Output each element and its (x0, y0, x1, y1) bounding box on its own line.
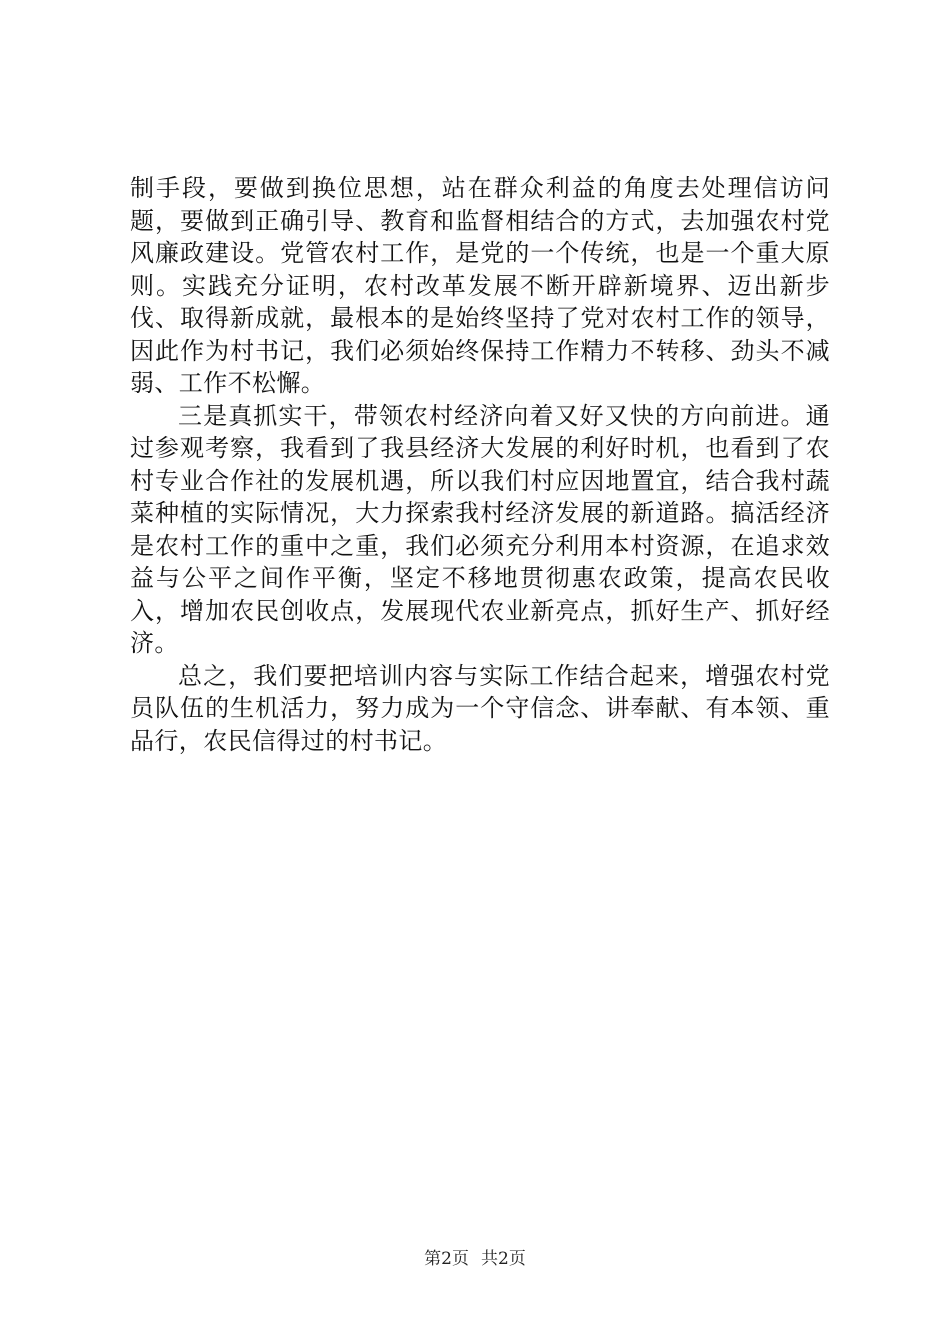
page-total: 共2页 (481, 1249, 526, 1269)
paragraph-1: 制手段，要做到换位思想，站在群众利益的角度去处理信访问题，要做到正确引导、教育和监督相结合的方式，去加强农村党风廉政建设。党管农村工作，是党的一个传统，也是一个重大原则。实践充分证明，农村改革发展不断开辟新境界、迈出新步伐、取得新成就，最根本的是始终坚持了党对农村工作的领导，因此作为村书记，我们必须始终保持工作精力不转移、劲头不减弱、工作不松懈。 (130, 174, 830, 397)
paragraph-3: 总之，我们要把培训内容与实际工作结合起来，增强农村党员队伍的生机活力，努力成为一个守信念、讲奉献、有本领、重品行，农民信得过的村书记。 (130, 661, 830, 755)
document-body (130, 172, 830, 757)
paragraph-2: 三是真抓实干，带领农村经济向着又好又快的方向前进。通过参观考察，我看到了我县经济大发展的利好时机，也看到了农村专业合作社的发展机遇，所以我们村应因地置宜，结合我村蔬菜种植的实际情况，大力探索我村经济发展的新道路。搞活经济是农村工作的重中之重，我们必须充分利用本村资源，在追求效益与公平之间作平衡，坚定不移地贯彻惠农政策，提高农民收入，增加农民创收点，发展现代农业新亮点，抓好生产、抓好经济。 (130, 401, 830, 657)
page-footer (0, 1244, 950, 1269)
page-number: 第2页 (424, 1249, 469, 1269)
